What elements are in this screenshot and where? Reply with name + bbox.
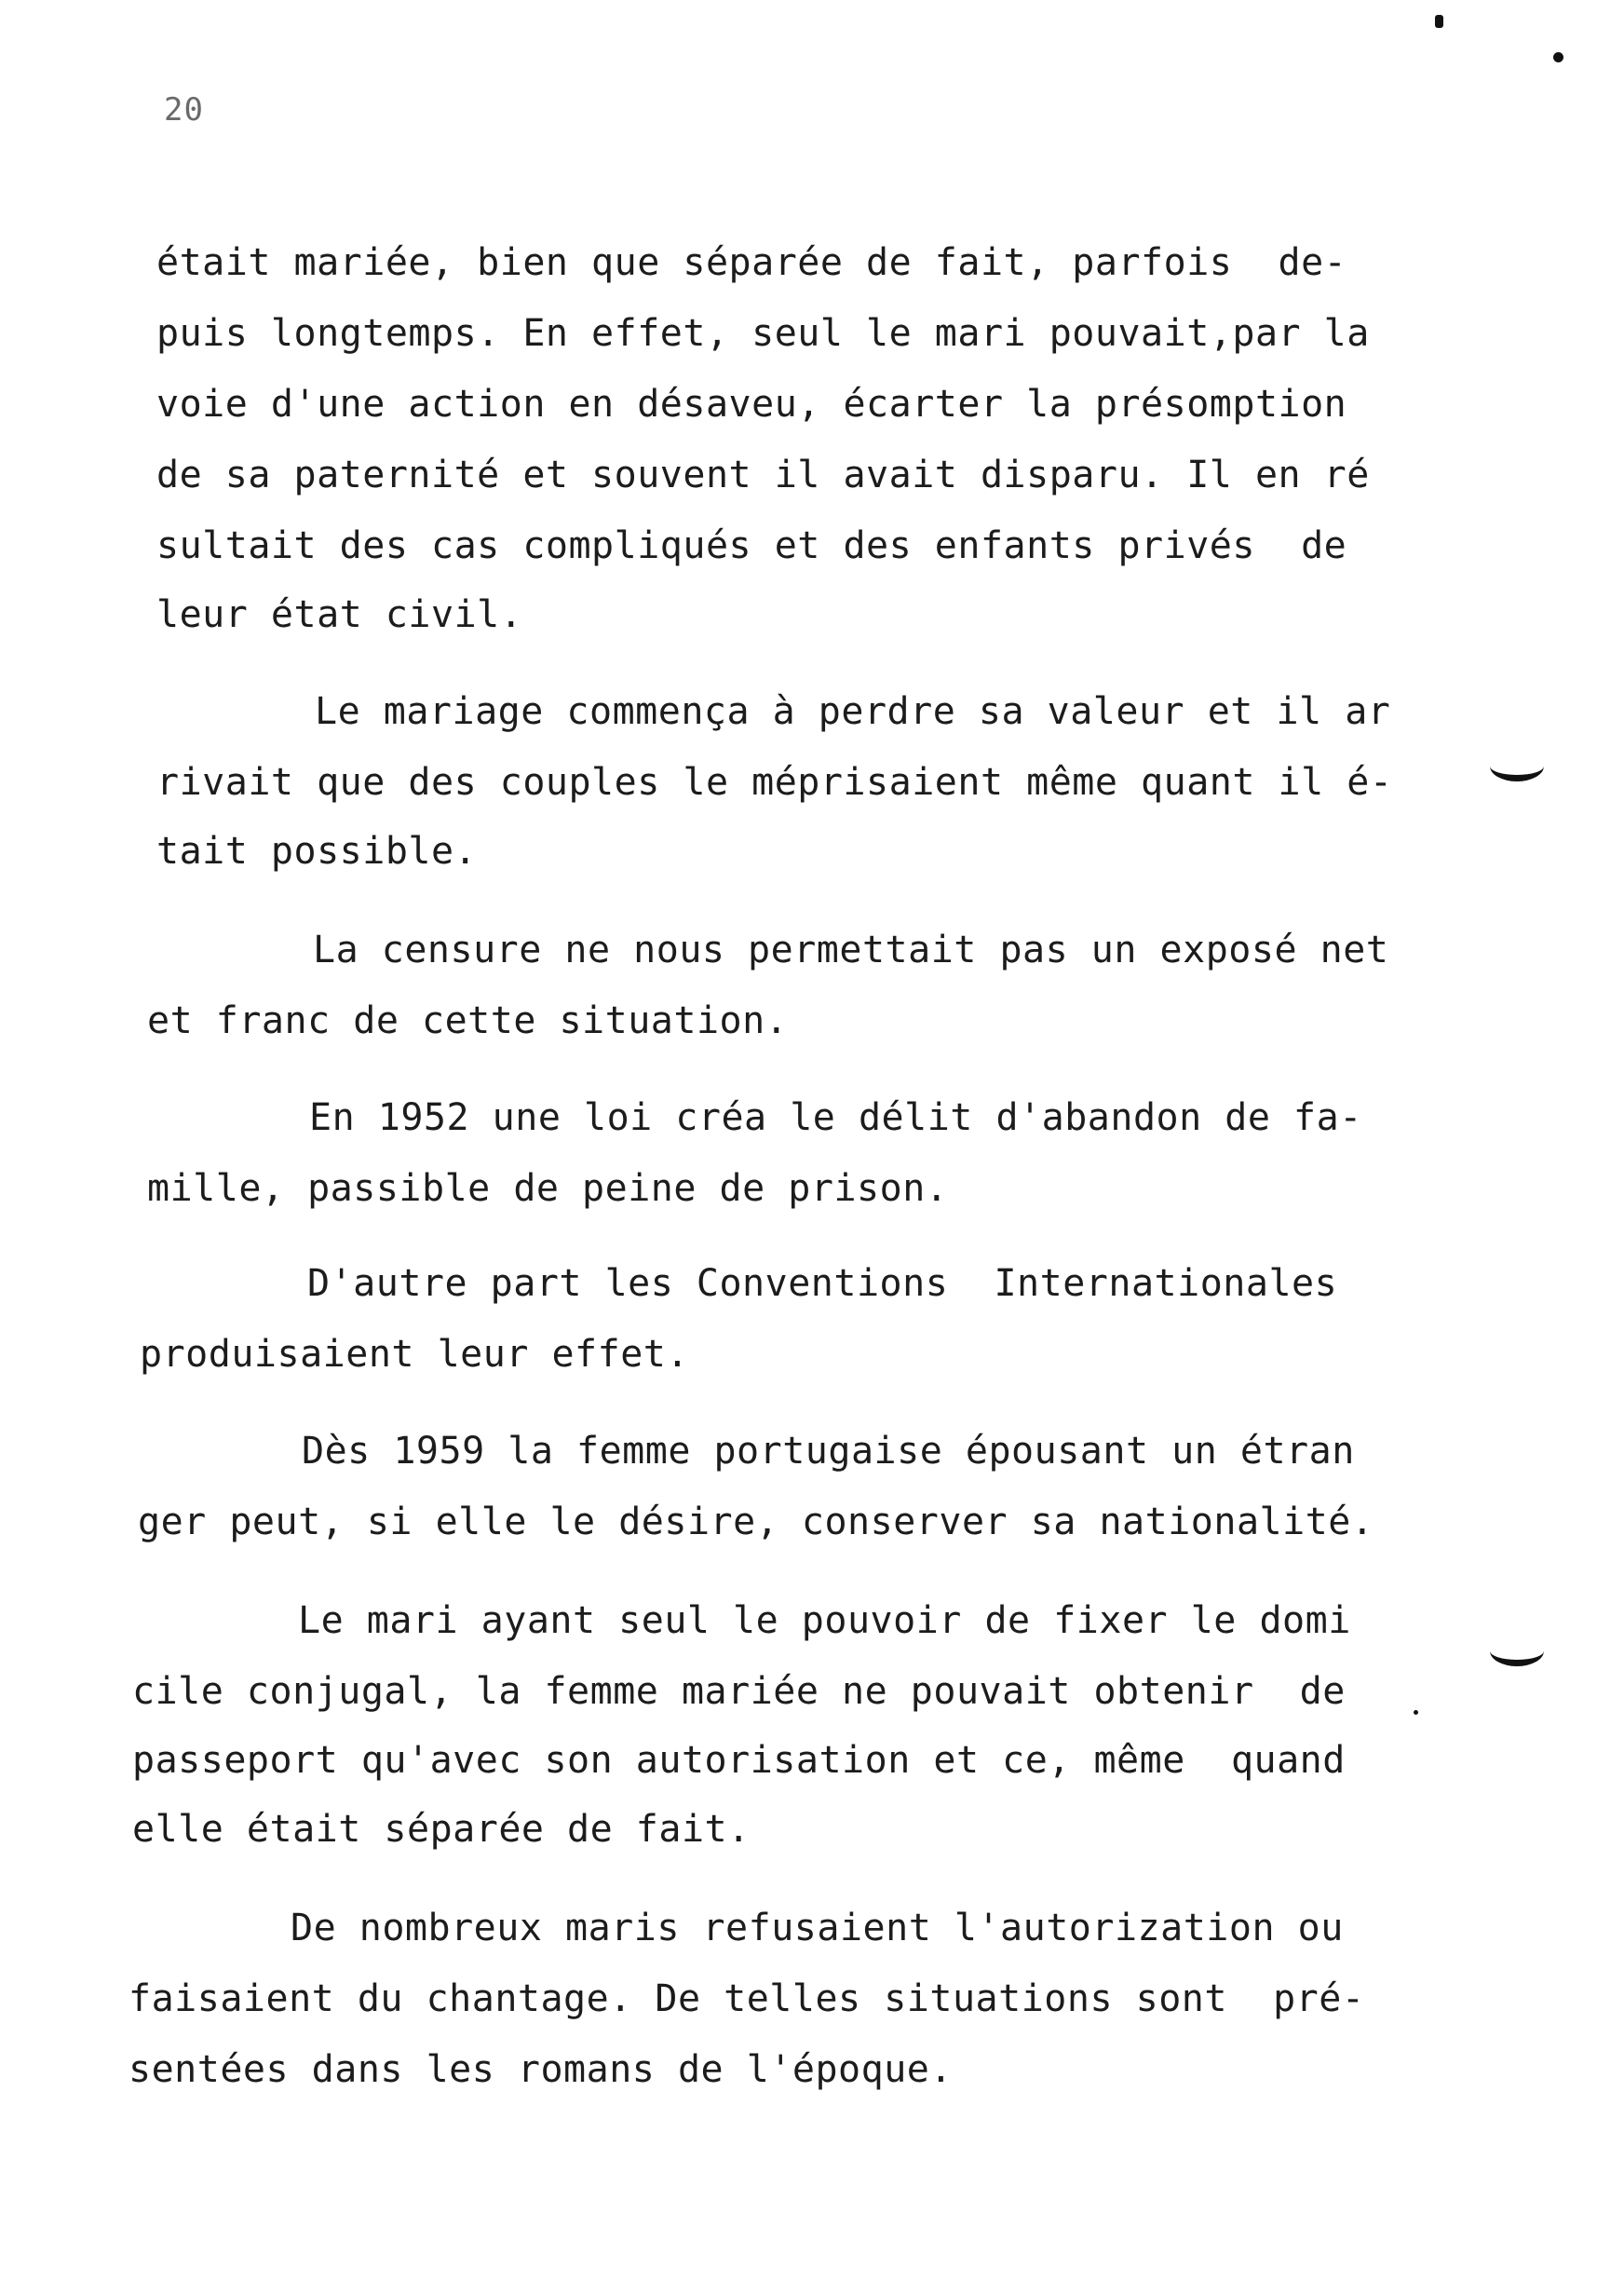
text-line: Dès 1959 la femme portugaise épousant un étran — [302, 1430, 1355, 1473]
page-number: 20 — [164, 91, 204, 129]
text-line: De nombreux maris refusaient l'autorization ou — [291, 1907, 1344, 1949]
text-line: de sa paternité et souvent il avait disparu. Il en ré — [156, 454, 1370, 496]
text-line: sentées dans les romans de l'époque. — [129, 2048, 953, 2091]
text-line: elle était séparée de fait. — [132, 1808, 751, 1851]
text-line: mille, passible de peine de prison. — [147, 1167, 949, 1210]
scan-mark — [1414, 1710, 1418, 1715]
text-line: Le mari ayant seul le pouvoir de fixer le domi — [298, 1599, 1351, 1642]
text-line: En 1952 une loi créa le délit d'abandon de fa- — [309, 1096, 1362, 1139]
text-line: D'autre part les Conventions Internationales — [307, 1262, 1338, 1305]
text-line: cile conjugal, la femme mariée ne pouvait obtenir de — [132, 1670, 1346, 1713]
text-line: voie d'une action en désaveu, écarter la présomption — [156, 383, 1347, 426]
text-line: puis longtemps. En effet, seul le mari pouvait,par la — [156, 312, 1370, 355]
margin-mark — [1490, 1636, 1544, 1666]
text-line: et franc de cette situation. — [147, 999, 789, 1042]
text-line: Le mariage commença à perdre sa valeur et il ar — [315, 690, 1391, 733]
text-line: faisaient du chantage. De telles situations sont pré- — [129, 1977, 1365, 2020]
scan-mark — [1435, 15, 1443, 28]
text-line: La censure ne nous permettait pas un exposé net — [313, 929, 1389, 971]
text-line: ger peut, si elle le désire, conserver sa nationalité. — [138, 1501, 1374, 1543]
scan-mark — [1553, 52, 1563, 62]
margin-mark — [1490, 751, 1544, 781]
text-line: tait possible. — [156, 830, 478, 873]
text-line: passeport qu'avec son autorisation et ce, même quand — [132, 1739, 1346, 1782]
text-line: leur état civil. — [156, 593, 523, 636]
text-line: produisaient leur effet. — [140, 1333, 689, 1376]
text-line: était mariée, bien que séparée de fait, parfois de- — [156, 241, 1347, 284]
text-line: sultait des cas compliqués et des enfants privés de — [156, 524, 1347, 567]
text-line: rivait que des couples le méprisaient même quant il é- — [156, 761, 1393, 804]
